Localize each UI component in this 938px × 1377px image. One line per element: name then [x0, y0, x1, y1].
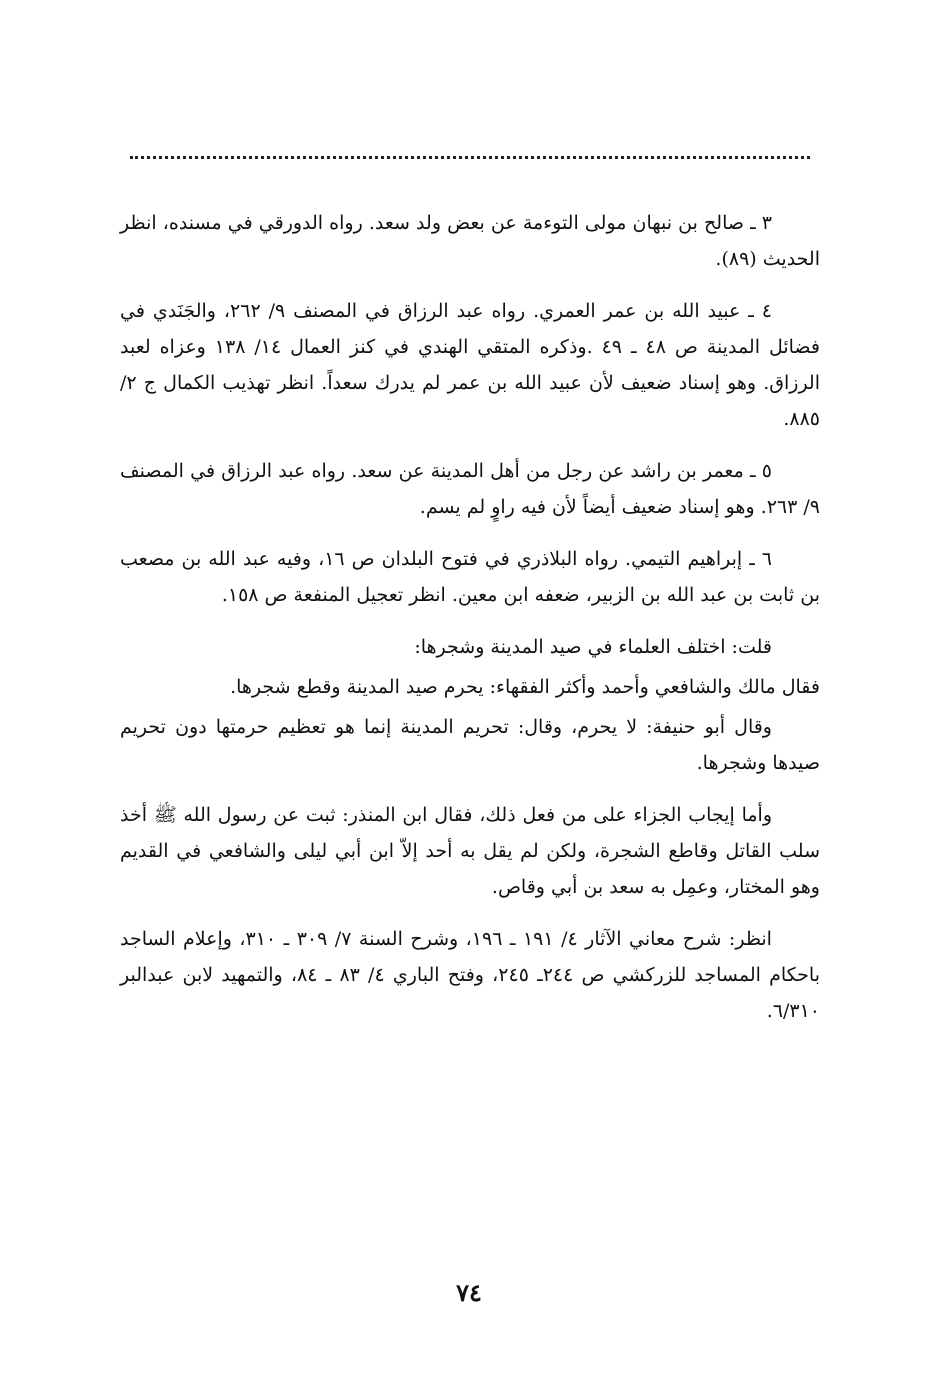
discussion-intro: قلت: اختلف العلماء في صيد المدينة وشجرها: [414, 636, 772, 658]
discussion-hanafi-opinion: وقال أبو حنيفة: لا يحرم، وقال: تحريم المدينة إنما هو تعظيم حرمتها دون تحريم صيدها وشجرها. [120, 716, 820, 774]
references-paragraph: انظر: شرح معاني الآثار ٤/ ١٩١ ـ ١٩٦، وشرح السنة ٧/ ٣٠٩ ـ ٣١٠، وإعلام الساجد باحكام المساجد للزركشي ص ٢٤٤ـ ٢٤٥، وفتح الباري ٤/ ٨٣ ـ ٨٤، والتمهيد لابن عبدالبر ٦/٣١٠. [120, 928, 820, 1022]
note-5: ٥ ـ معمر بن راشد عن رجل من أهل المدينة عن سعد. رواه عبد الرزاق في المصنف ٩/ ٢٦٣. وهو إسناد ضعيف أيضاً لأن فيه راوٍ لم يسم. [120, 460, 820, 518]
discussion-penalty: وأما إيجاب الجزاء على من فعل ذلك، فقال ابن المنذر: ثبت عن رسول الله ﷺ أخذ سلب القاتل وقاطع الشجرة، ولكن لم يقل به أحد إلاّ ابن أبي ليلى والشافعي في القديم وهو المختار، وعمِل به سعد بن أبي وقاص. [120, 804, 820, 898]
note-3: ٣ ـ صالح بن نبهان مولى التوءمة عن بعض ولد سعد. رواه الدورقي في مسنده، انظر الحديث (٨٩). [120, 212, 820, 270]
discussion-majority-opinion: فقال مالك والشافعي وأحمد وأكثر الفقهاء: يحرم صيد المدينة وقطع شجرها. [230, 676, 820, 698]
dotted-separator [130, 156, 810, 167]
note-6: ٦ ـ إبراهيم التيمي. رواه البلاذري في فتوح البلدان ص ١٦، وفيه عبد الله بن مصعب بن ثابت بن عبد الله بن الزبير، ضعفه ابن معين. انظر تعجيل المنفعة ص ١٥٨. [120, 548, 820, 606]
page-body [120, 205, 820, 1045]
page-number: ٧٤ [456, 1278, 482, 1307]
note-4: ٤ ـ عبيد الله بن عمر العمري. رواه عبد الرزاق في المصنف ٩/ ٢٦٢، والجَنَدي في فضائل المدينة ص ٤٨ ـ ٤٩ .وذكره المتقي الهندي في كنز العمال ١٤/ ١٣٨ وعزاه لعبد الرزاق. وهو إسناد ضعيف لأن عبيد الله بن عمر لم يدرك سعداً. انظر تهذيب الكمال ج ٢/ ٨٨٥. [120, 300, 820, 430]
